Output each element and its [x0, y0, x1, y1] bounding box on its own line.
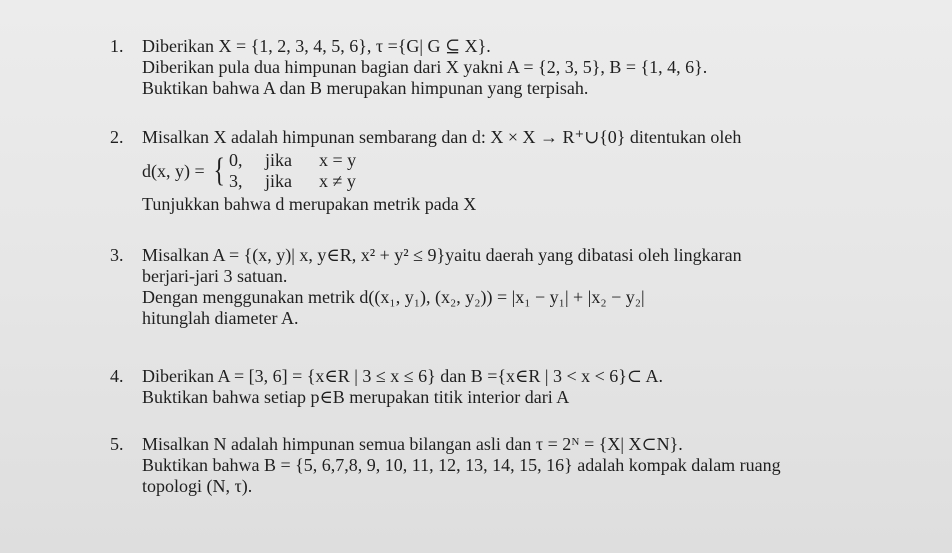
- case-row: 3, jika x ≠ y: [228, 171, 356, 191]
- problem-5-line-3: topologi (N, τ).: [142, 476, 253, 496]
- metric-definition: [110, 150, 741, 192]
- problem-2-intro: 2. Misalkan X adalah himpunan sembarang dan d: X × X → R⁺∪{0} ditentukan oleh: [110, 127, 742, 147]
- problem-1-line-1: 1. Diberikan X = {1, 2, 3, 4, 5, 6}, τ ={G| G ⊆ X}.: [110, 36, 491, 56]
- problem-2: [110, 127, 741, 215]
- problem-number: 1.: [110, 36, 124, 56]
- problem-2-conclusion: Tunjukkan bahwa d merupakan metrik pada X: [142, 194, 477, 214]
- left-brace: {: [213, 152, 225, 189]
- problem-5-line-1: 5. Misalkan N adalah himpunan semua bilangan asli dan τ = 2ᴺ = {X| X⊂N}.: [110, 434, 683, 454]
- problem-number: 3.: [110, 245, 124, 265]
- cases-block: [229, 150, 356, 192]
- problem-4-line-2: Buktikan bahwa setiap p∈B merupakan titik interior dari A: [142, 387, 570, 407]
- problem-5-line-2: Buktikan bahwa B = {5, 6,7,8, 9, 10, 11, 12, 13, 14, 15, 16} adalah kompak dalam ruang: [142, 455, 781, 475]
- problem-3-line-1: 3. Misalkan A = {(x, y)| x, y∈R, x² + y² ≤ 9}yaitu daerah yang dibatasi oleh lingkaran: [110, 245, 742, 265]
- problem-number: 2.: [110, 127, 124, 147]
- problem-1-line-3: Buktikan bahwa A dan B merupakan himpunan yang terpisah.: [142, 78, 589, 98]
- problem-1: [110, 36, 707, 99]
- problem-4: [110, 366, 663, 408]
- problem-1-line-2: Diberikan pula dua himpunan bagian dari X yakni A = {2, 3, 5}, B = {1, 4, 6}.: [142, 57, 708, 77]
- problem-3-line-4: hitunglah diameter A.: [142, 308, 299, 328]
- problem-4-line-1: 4. Diberikan A = [3, 6] = {x∈R | 3 ≤ x ≤ 6} dan B ={x∈R | 3 < x < 6}⊂ A.: [110, 366, 663, 386]
- problem-3: [110, 245, 742, 329]
- definition-lhs: d(x, y) =: [142, 160, 205, 181]
- problem-3-line-3: Dengan menggunakan metrik d((x₁, y₁), (x₂, y₂)) = |x₁ − y₁| + |x₂ − y₂|: [142, 287, 645, 307]
- problem-number: 5.: [110, 434, 124, 454]
- problem-number: 4.: [110, 366, 124, 386]
- case-row: 0, jika x = y: [228, 150, 357, 170]
- problem-3-line-2: berjari-jari 3 satuan.: [142, 266, 288, 286]
- problem-5: [110, 434, 781, 497]
